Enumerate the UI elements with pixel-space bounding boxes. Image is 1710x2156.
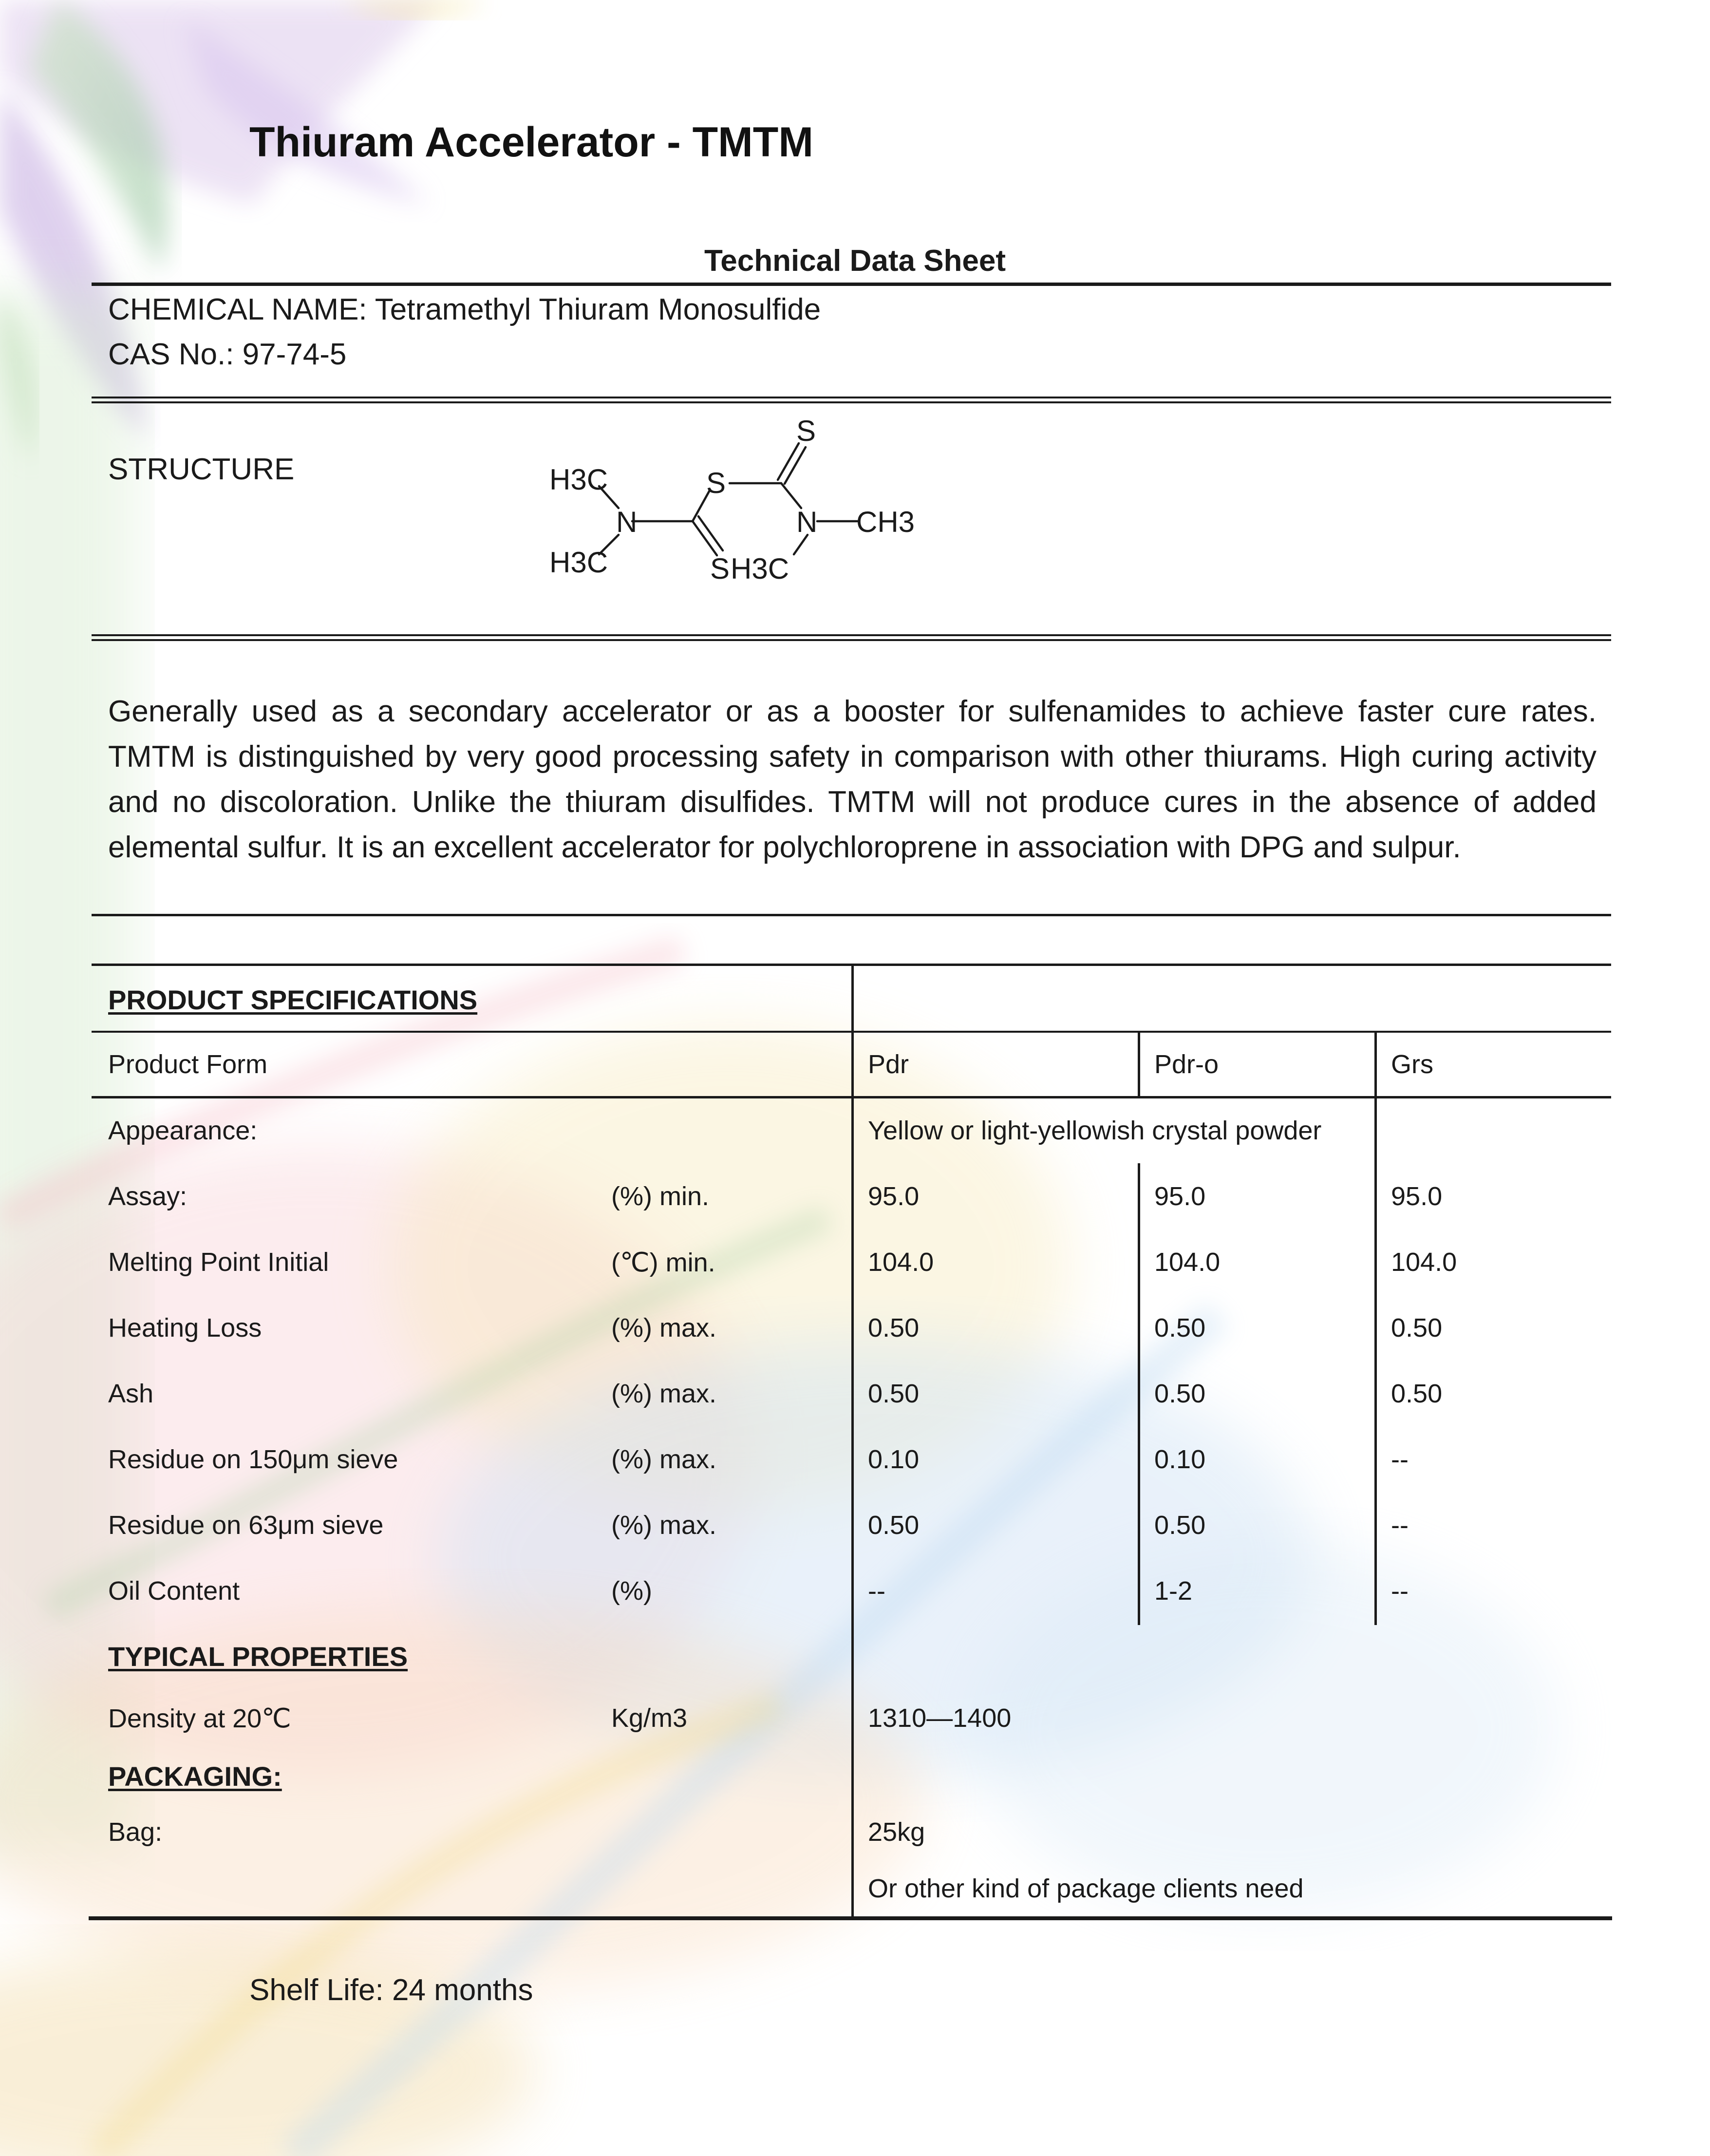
spec-row-value: 0.50 [1391, 1379, 1443, 1408]
packaging-note: Or other kind of package clients need [868, 1874, 1304, 1903]
spec-row-unit: (%) max. [611, 1313, 716, 1343]
atom-h3c-top-left: H3C [549, 463, 608, 496]
rule-under-specs-title [92, 1031, 1611, 1033]
table-divider-2-header [1138, 1031, 1140, 1098]
bond-c-n-right [781, 483, 801, 508]
cas-number: CAS No.: 97-74-5 [108, 338, 347, 371]
table-divider-main [851, 964, 854, 1918]
form-pdr: Pdr [868, 1050, 909, 1079]
bond-c-s-top-b [785, 447, 806, 484]
spec-row-value: 0.10 [1154, 1445, 1206, 1474]
table-divider-2 [1138, 1163, 1140, 1625]
spec-row-value: 104.0 [1391, 1248, 1457, 1277]
table-bottom-rule [89, 1916, 1612, 1920]
rule-top [92, 283, 1611, 286]
rule-double-1a [92, 397, 1611, 398]
spec-row-value: 95.0 [1391, 1182, 1443, 1211]
spec-row-value: 95.0 [1154, 1182, 1206, 1211]
spec-row-name: Ash [108, 1379, 154, 1408]
form-pdr-o: Pdr-o [1154, 1050, 1219, 1079]
density-unit: Kg/m3 [611, 1703, 688, 1733]
atom-h3c-bottom-right: H3C [731, 552, 789, 585]
spec-row-value: 104.0 [1154, 1248, 1221, 1277]
atom-s-bridge: S [706, 467, 726, 499]
atom-s-top: S [796, 415, 816, 447]
table-divider-3-header [1374, 1031, 1377, 1098]
chemical-structure-diagram [536, 409, 955, 619]
spec-row-value: 95.0 [868, 1182, 920, 1211]
atom-h3c-bottom-left: H3C [549, 546, 608, 579]
form-grs: Grs [1391, 1050, 1433, 1079]
spec-row-name: Oil Content [108, 1576, 240, 1606]
spec-row-value: 1-2 [1154, 1576, 1193, 1606]
spec-row-name: Residue on 63μm sieve [108, 1511, 384, 1540]
section-title-specifications: PRODUCT SPECIFICATIONS [108, 984, 478, 1015]
description-paragraph: Generally used as a secondary accelerator or as a booster for sulfenamides to achieve faster cure rates. TMTM is distinguished by very good processing safety in comparison with other thiurams. High curing activity and no discoloration. Unlike the thiuram disulfides. TMTM will not produce cures in the absence of added elemental sulfur. It is an excellent accelerator for polychloroprene in association with DPG and sulpur. [108, 695, 1597, 864]
sheet-title: Technical Data Sheet [704, 244, 1006, 278]
spec-row-unit: (%) max. [611, 1511, 716, 1540]
density-label: Density at 20℃ [108, 1704, 291, 1733]
section-title-packaging: PACKAGING: [108, 1761, 282, 1792]
spec-row-unit: (%) min. [611, 1182, 709, 1211]
table-divider-3 [1374, 1098, 1377, 1625]
rule-double-2a [92, 634, 1611, 636]
atom-s-bottom: S [710, 552, 730, 585]
rule-double-2b [92, 639, 1611, 641]
bag-value: 25kg [868, 1817, 925, 1847]
spec-row-value: 104.0 [868, 1248, 934, 1277]
structure-label: STRUCTURE [108, 453, 295, 486]
rule-after-description [92, 914, 1611, 916]
spec-row-value: 0.50 [1154, 1379, 1206, 1408]
spec-row-name: Melting Point Initial [108, 1248, 329, 1277]
atom-ch3-right: CH3 [856, 506, 915, 538]
rule-under-forms [92, 1096, 1611, 1098]
spec-row-value: 0.50 [1154, 1313, 1206, 1343]
appearance-value: Yellow or light-yellowish crystal powder [868, 1116, 1322, 1145]
document-title: Thiuram Accelerator - TMTM [249, 119, 813, 166]
spec-row-value: -- [868, 1576, 885, 1606]
spec-row-value: -- [1391, 1576, 1409, 1606]
spec-row-unit: (℃) min. [611, 1248, 715, 1277]
atom-n-left: N [616, 506, 638, 538]
shelf-life: Shelf Life: 24 months [249, 1973, 533, 2007]
product-form-label: Product Form [108, 1050, 268, 1079]
spec-row-value: 0.50 [868, 1511, 920, 1540]
bond-c-s-top-a [778, 443, 799, 480]
section-title-typical: TYPICAL PROPERTIES [108, 1641, 408, 1672]
spec-row-value: 0.50 [1154, 1511, 1206, 1540]
chemical-name: CHEMICAL NAME: Tetramethyl Thiuram Monosulfide [108, 293, 821, 326]
spec-row-value: 0.10 [868, 1445, 920, 1474]
spec-row-value: -- [1391, 1445, 1409, 1474]
spec-row-name: Assay: [108, 1182, 188, 1211]
bag-label: Bag: [108, 1817, 163, 1847]
spec-row-value: 0.50 [868, 1313, 920, 1343]
spec-row-unit: (%) max. [611, 1379, 716, 1408]
rule-double-1b [92, 401, 1611, 403]
spec-row-value: -- [1391, 1511, 1409, 1540]
appearance-label: Appearance: [108, 1116, 258, 1145]
spec-row-value: 0.50 [1391, 1313, 1443, 1343]
atom-n-right: N [796, 506, 818, 538]
spec-row-name: Heating Loss [108, 1313, 262, 1343]
spec-row-name: Residue on 150μm sieve [108, 1445, 398, 1474]
density-value: 1310—1400 [868, 1703, 1012, 1733]
spec-row-value: 0.50 [868, 1379, 920, 1408]
spec-row-unit: (%) max. [611, 1445, 716, 1474]
spec-row-unit: (%) [611, 1576, 652, 1606]
